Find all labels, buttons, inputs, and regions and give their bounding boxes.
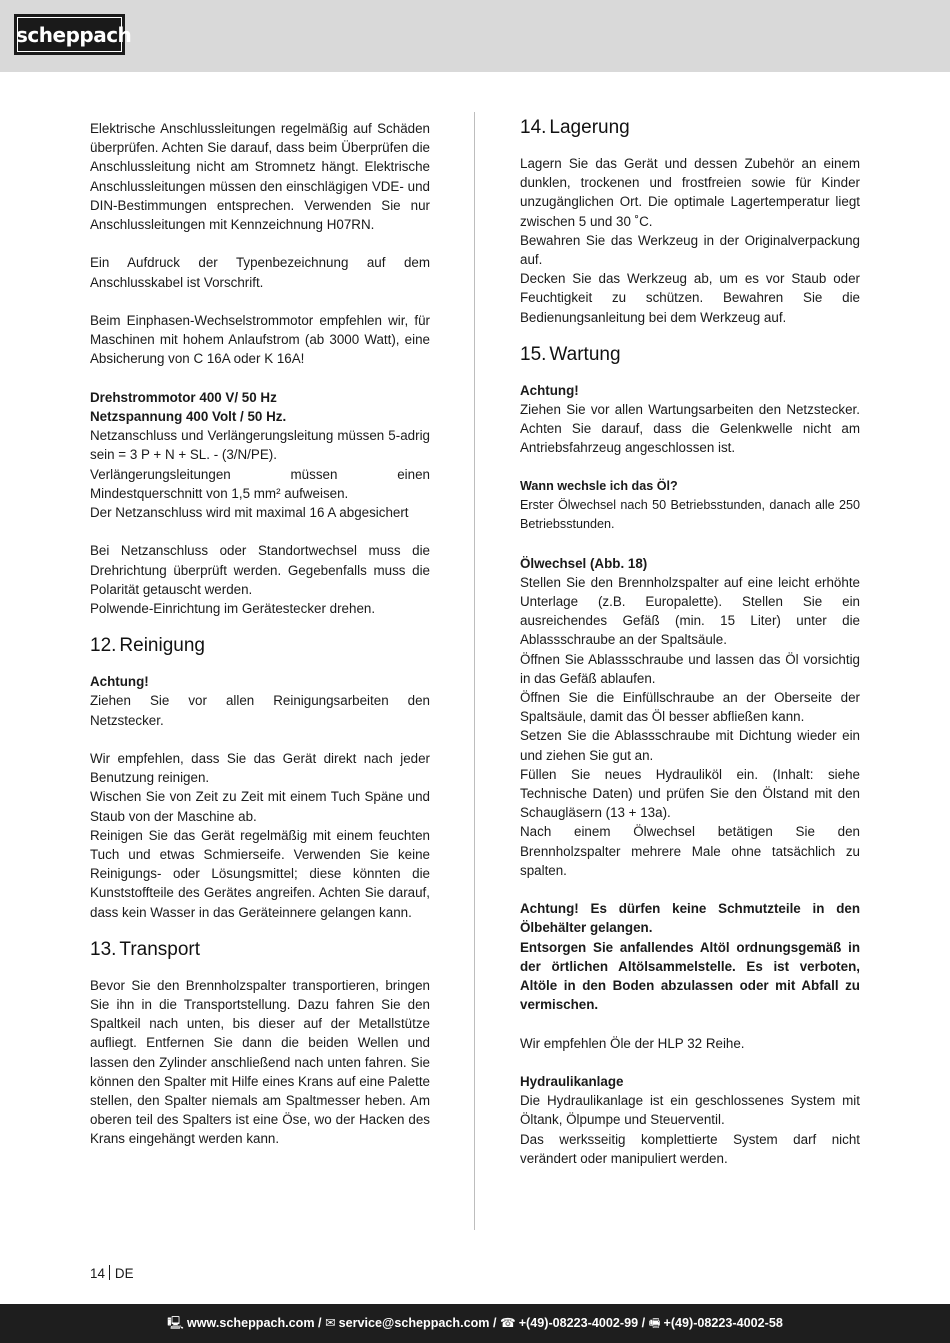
mail-icon: ✉: [325, 1316, 336, 1330]
paragraph-bold: Netzspannung 400 Volt / 50 Hz.: [90, 409, 287, 424]
header-bar: [0, 0, 950, 72]
computer-icon: 🖳: [167, 1316, 184, 1330]
paragraph: Polwende-Einrichtung im Gerätestecker drehen.: [90, 601, 376, 617]
paragraph: Stellen Sie den Brennholzspalter auf eine leicht erhöhte Unterlage (z.B. Europalette). Stellen Sie ein ausreichendes Gefäß (min. 15 Liter) unter die Ablassschraube an der Spaltsäule.: [520, 574, 860, 648]
paragraph: Reinigen Sie das Gerät regelmäßig mit einem feuchten Tuch und etwas Schmierseife. Verwenden Sie keine Reinigungs- oder Lösungsmittel; diese könnten die Kunststoffteile des Gerätes angreifen. Achten Sie darauf, dass kein Wasser in das Geräteinnere gelangen kann.: [90, 827, 430, 920]
left-column: [90, 119, 430, 1149]
paragraph: Elektrische Anschlussleitungen regelmäßig auf Schäden überprüfen. Achten Sie darauf, dass beim Überprüfen die Anschlussleitung nicht am Stromnetz hängt. Elektrische Anschlussleitungen müssen den einschlägigen VDE- und DIN-Bestimmungen entsprechen. Verwenden Sie nur Anschlussleitungen mit Kennzeichnung H07RN.: [90, 121, 430, 233]
paragraph: Beim Einphasen-Wechselstrommotor empfehlen wir, für Maschinen mit hohem Anlaufstrom (ab 3000 Watt), eine Absicherung von C 16A oder K 16A!: [90, 313, 430, 367]
paragraph: Erster Ölwechsel nach 50 Betriebsstunden, danach alle 250 Betriebsstunden.: [520, 498, 860, 532]
paragraph: Wir empfehlen Öle der HLP 32 Reihe.: [520, 1035, 745, 1051]
page-number: 14 DE: [90, 1266, 134, 1281]
paragraph: Öffnen Sie die Einfüllschraube an der Oberseite der Spaltsäule, damit das Öl besser abfließen kann.: [520, 690, 860, 725]
footer-web: www.scheppach.com /: [186, 1316, 322, 1330]
paragraph: Verlängerungsleitungen müssen einen Mindestquerschnitt von 1,5 mm² aufweisen.: [90, 466, 430, 501]
subheading: Wann wechsle ich das Öl?: [520, 478, 678, 493]
paragraph: Wischen Sie von Zeit zu Zeit mit einem Tuch Späne und Staub von der Maschine ab.: [90, 789, 430, 824]
paragraph: Öffnen Sie Ablassschraube und lassen das Öl vorsichtig in das Gefäß ablaufen.: [520, 651, 860, 686]
warning-text: Entsorgen Sie anfallendes Altöl ordnungsgemäß in der örtlichen Altölsammelstelle. Es ist verboten, Altöle in den Boden abzulassen oder mit Abfall zu vermischen.: [520, 939, 860, 1013]
section-heading-15: 15. Wartung: [520, 343, 621, 365]
footer-phone: +(49)-08223-4002-99 /: [518, 1316, 646, 1330]
scheppach-logo: scheppach: [14, 14, 125, 55]
paragraph: Der Netzanschluss wird mit maximal 16 A abgesichert: [90, 505, 409, 521]
paragraph: Ziehen Sie vor allen Wartungsarbeiten den Netzstecker. Achten Sie darauf, dass die Gelenkwelle nicht am Antriebsfahrzeug angeschlossen ist.: [520, 402, 860, 456]
paragraph-bold: Drehstrommotor 400 V/ 50 Hz: [90, 389, 277, 405]
paragraph: Bevor Sie den Brennholzspalter transportieren, bringen Sie ihn in die Transportstellung. Dazu fahren Sie den Spaltkeil nach unten, bis dieser auf der Metallstütze aufliegt. Entfernen Sie dann die beiden Wellen und lassen den Zylinder anschließend nach unten fahren. Sie können den Spalter mit Hilfe eines Krans auf eine Palette stellen, den Spalter niemals am Spaltmesser heben. Am oberen teil des Spalters ist eine Öse, wo der Hacken des Krans eingehängt werden kann.: [90, 977, 430, 1147]
fax-icon: 🖷: [648, 1316, 661, 1330]
paragraph: Nach einem Ölwechsel betätigen Sie den Brennholzspalter mehrere Male ohne tatsächlich zu spalten.: [520, 824, 860, 878]
paragraph: Bei Netzanschluss oder Standortwechsel muss die Drehrichtung überprüft werden. Gegebenfalls muss die Polarität getauscht werden.: [90, 543, 430, 597]
paragraph: Netzanschluss und Verlängerungsleitung müssen 5-adrig sein = 3 P + N + SL. - (3/N/PE).: [90, 428, 430, 463]
paragraph: Bewahren Sie das Werkzeug in der Originalverpackung auf.: [520, 232, 860, 268]
paragraph: Setzen Sie die Ablassschraube mit Dichtung wieder ein und ziehen Sie gut an.: [520, 728, 860, 763]
right-column: [520, 119, 860, 1168]
column-divider: [474, 112, 475, 1230]
paragraph: Wir empfehlen, dass Sie das Gerät direkt nach jeder Benutzung reinigen.: [90, 751, 430, 786]
paragraph: Das werksseitig komplettierte System darf nicht verändert oder manipuliert werden.: [520, 1131, 860, 1166]
footer-bar: [0, 1304, 950, 1343]
paragraph: Ein Aufdruck der Typenbezeichnung auf dem Anschlusskabel ist Vorschrift.: [90, 255, 430, 290]
subheading: Ölwechsel (Abb. 18): [520, 555, 648, 571]
paragraph: Füllen Sie neues Hydrauliköl ein. (Inhalt: siehe Technische Daten) und prüfen Sie den Ölstand mit den Schaugläsern (13 + 13a).: [520, 766, 860, 821]
phone-icon: ☎: [500, 1316, 516, 1330]
paragraph: Die Hydraulikanlage ist ein geschlossenes System mit Öltank, Ölpumpe und Steuerventil.: [520, 1093, 860, 1128]
paragraph: Lagern Sie das Gerät und dessen Zubehör an einem dunklen, trockenen und frostfreien sowie für Kinder unzugänglichen Ort. Die optimale Lagertemperatur liegt zwischen 5 und 30 ˚C.: [520, 156, 860, 229]
footer-fax: +(49)-08223-4002-58: [663, 1316, 783, 1330]
subheading: Hydraulikanlage: [520, 1074, 624, 1090]
paragraph: Decken Sie das Werkzeug ab, um es vor Staub oder Feuchtigkeit zu schützen. Bewahren Sie die Bedienungsanleitung bei dem Werkzeug auf.: [520, 271, 860, 325]
section-heading-14: 14. Lagerung: [520, 117, 630, 138]
warning-text: Achtung! Es dürfen keine Schmutzteile in den Ölbehälter gelangen.: [520, 901, 860, 936]
footer-mail: service@scheppach.com /: [338, 1316, 497, 1330]
section-heading-13: 13. Transport: [90, 938, 201, 960]
warning-label: Achtung!: [520, 382, 579, 398]
section-heading-12: 12. Reinigung: [90, 635, 205, 657]
paragraph: Ziehen Sie vor allen Reinigungsarbeiten den Netzstecker.: [90, 693, 430, 728]
warning-label: Achtung!: [90, 674, 149, 690]
